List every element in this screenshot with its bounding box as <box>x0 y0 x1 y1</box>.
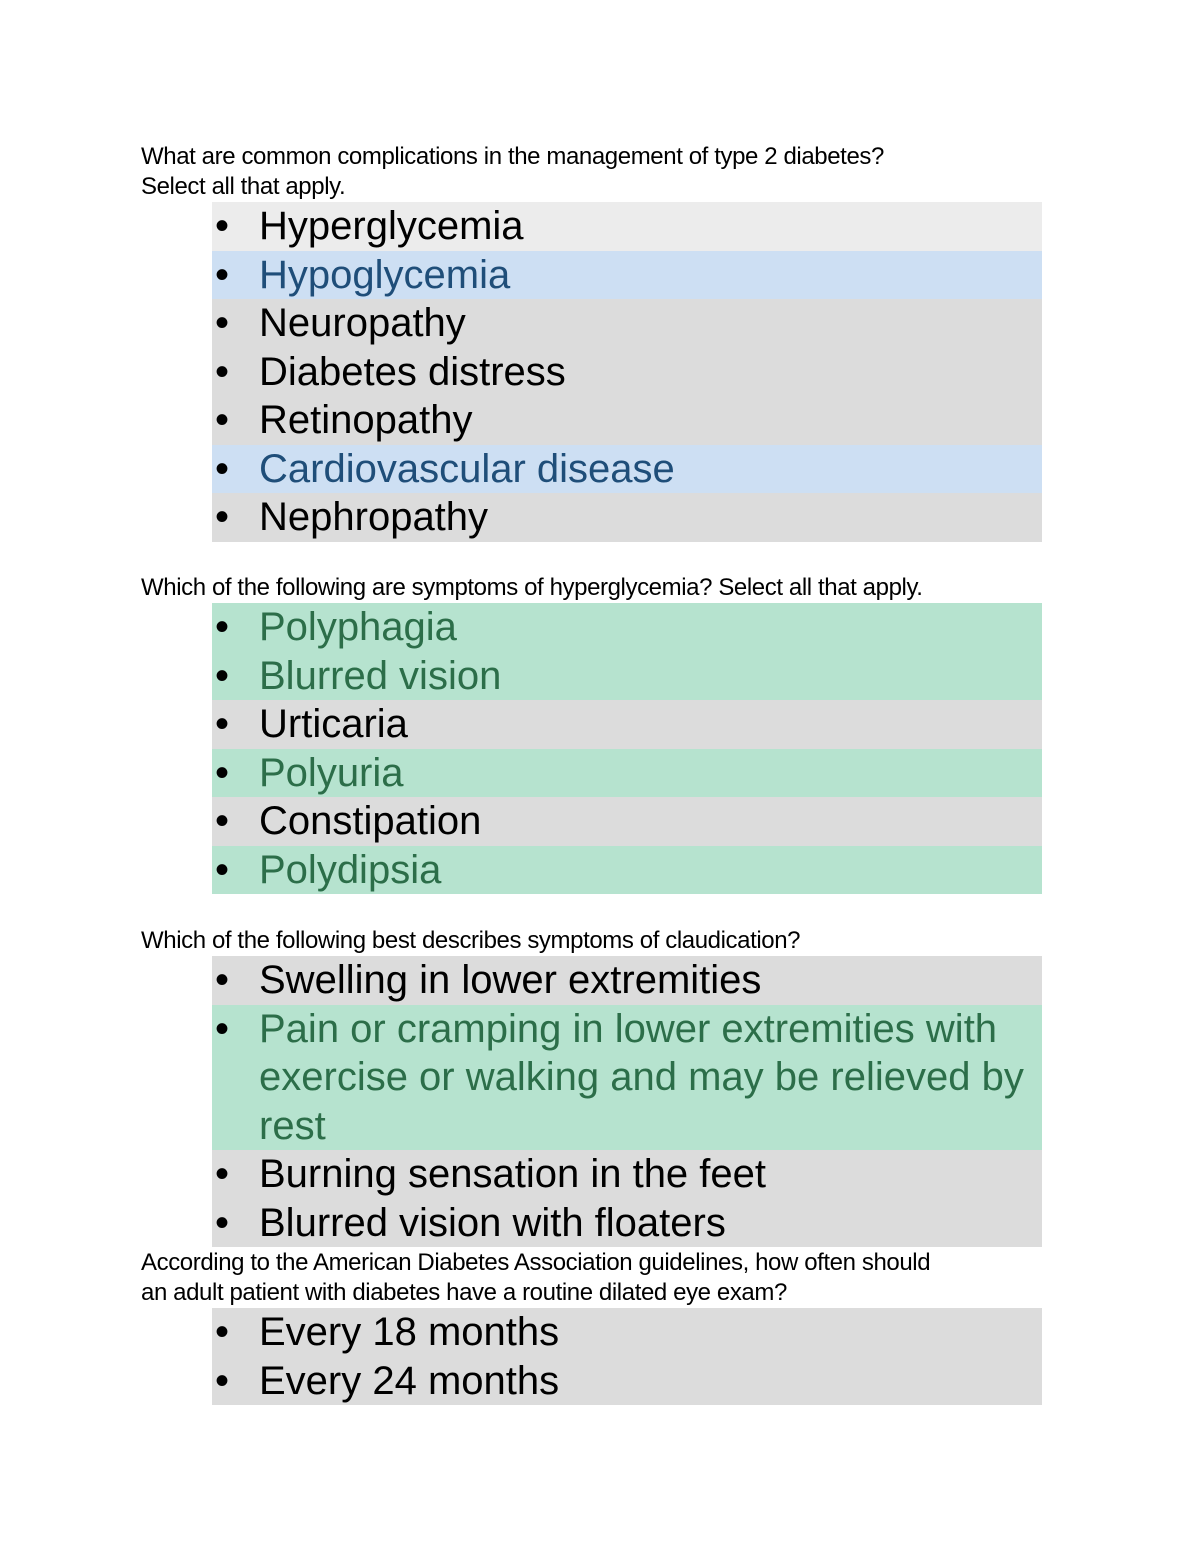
question-3-options <box>212 956 1042 1247</box>
option-label: Hyperglycemia <box>259 204 524 248</box>
question-1-options <box>212 202 1042 542</box>
bullet-icon: • <box>214 702 229 746</box>
option-label: Neuropathy <box>259 301 466 345</box>
bullet-icon: • <box>214 1152 229 1196</box>
option-label: Polyuria <box>259 750 404 795</box>
q2-option-polyphagia[interactable] <box>212 603 1042 652</box>
q1-option-hypoglycemia[interactable] <box>212 251 1042 300</box>
question-2-line-1: Which of the following are symptoms of hyperglycemia? Select all that apply. <box>141 574 923 601</box>
q2-option-blurred-vision[interactable] <box>212 652 1042 701</box>
question-2-text <box>141 573 1061 603</box>
question-4-text <box>141 1248 1071 1308</box>
q1-option-cardiovascular-disease[interactable] <box>212 445 1042 494</box>
option-label: Retinopathy <box>259 398 473 442</box>
question-1-line-2: Select all that apply. <box>141 173 346 200</box>
question-1-line-1: What are common complications in the management of type 2 diabetes? <box>141 143 884 170</box>
option-label: Every 24 months <box>259 1358 560 1403</box>
bullet-icon: • <box>214 301 229 345</box>
q2-option-constipation[interactable] <box>212 797 1042 846</box>
q2-option-urticaria[interactable] <box>212 700 1042 749</box>
question-3-text <box>141 926 1061 956</box>
bullet-icon: • <box>214 1310 229 1354</box>
bullet-icon: • <box>214 1200 229 1245</box>
option-label: Pain or cramping in lower extremities with exercise or walking and may be relieved by rest <box>259 1006 1024 1148</box>
bullet-icon: • <box>214 446 229 491</box>
bullet-icon: • <box>214 1358 229 1403</box>
option-label: Polyphagia <box>259 605 457 649</box>
option-label: Diabetes distress <box>259 349 566 394</box>
q1-option-neuropathy[interactable] <box>212 299 1042 348</box>
question-4-options <box>212 1308 1042 1405</box>
question-2-options <box>212 603 1042 894</box>
bullet-icon: • <box>214 398 229 442</box>
bullet-icon: • <box>214 958 229 1002</box>
bullet-icon: • <box>214 1006 229 1051</box>
option-label: Constipation <box>259 799 482 843</box>
q4-option-every-24-months[interactable] <box>212 1357 1042 1406</box>
q2-option-polydipsia[interactable] <box>212 846 1042 895</box>
bullet-icon: • <box>214 799 229 843</box>
bullet-icon: • <box>214 750 229 795</box>
option-label: Cardiovascular disease <box>259 446 675 491</box>
q3-option-swelling[interactable] <box>212 956 1042 1005</box>
option-label: Every 18 months <box>259 1310 560 1354</box>
option-label: Blurred vision <box>259 653 502 698</box>
q1-option-nephropathy[interactable] <box>212 493 1042 542</box>
question-3-line-1: Which of the following best describes symptoms of claudication? <box>141 927 801 954</box>
bullet-icon: • <box>214 252 229 297</box>
option-label: Burning sensation in the feet <box>259 1152 767 1196</box>
bullet-icon: • <box>214 847 229 892</box>
q4-option-every-18-months[interactable] <box>212 1308 1042 1357</box>
q1-option-retinopathy[interactable] <box>212 396 1042 445</box>
q3-option-pain-or-cramping[interactable] <box>212 1005 1042 1151</box>
q3-option-blurred-vision-floaters[interactable] <box>212 1199 1042 1248</box>
option-label: Hypoglycemia <box>259 252 511 297</box>
option-label: Swelling in lower extremities <box>259 958 762 1002</box>
bullet-icon: • <box>214 349 229 394</box>
question-4-line-1: According to the American Diabetes Association guidelines, how often should <box>141 1249 931 1276</box>
q3-option-burning-sensation[interactable] <box>212 1150 1042 1199</box>
option-label: Blurred vision with floaters <box>259 1200 726 1245</box>
option-label: Nephropathy <box>259 495 489 539</box>
q1-option-hyperglycemia[interactable] <box>212 202 1042 251</box>
q1-option-diabetes-distress[interactable] <box>212 348 1042 397</box>
option-label: Polydipsia <box>259 847 442 892</box>
question-1-text <box>141 142 1061 202</box>
bullet-icon: • <box>214 605 229 649</box>
q2-option-polyuria[interactable] <box>212 749 1042 798</box>
option-label: Urticaria <box>259 702 408 746</box>
bullet-icon: • <box>214 653 229 698</box>
question-4-line-2: an adult patient with diabetes have a routine dilated eye exam? <box>141 1279 787 1306</box>
bullet-icon: • <box>214 495 229 539</box>
bullet-icon: • <box>214 204 229 248</box>
